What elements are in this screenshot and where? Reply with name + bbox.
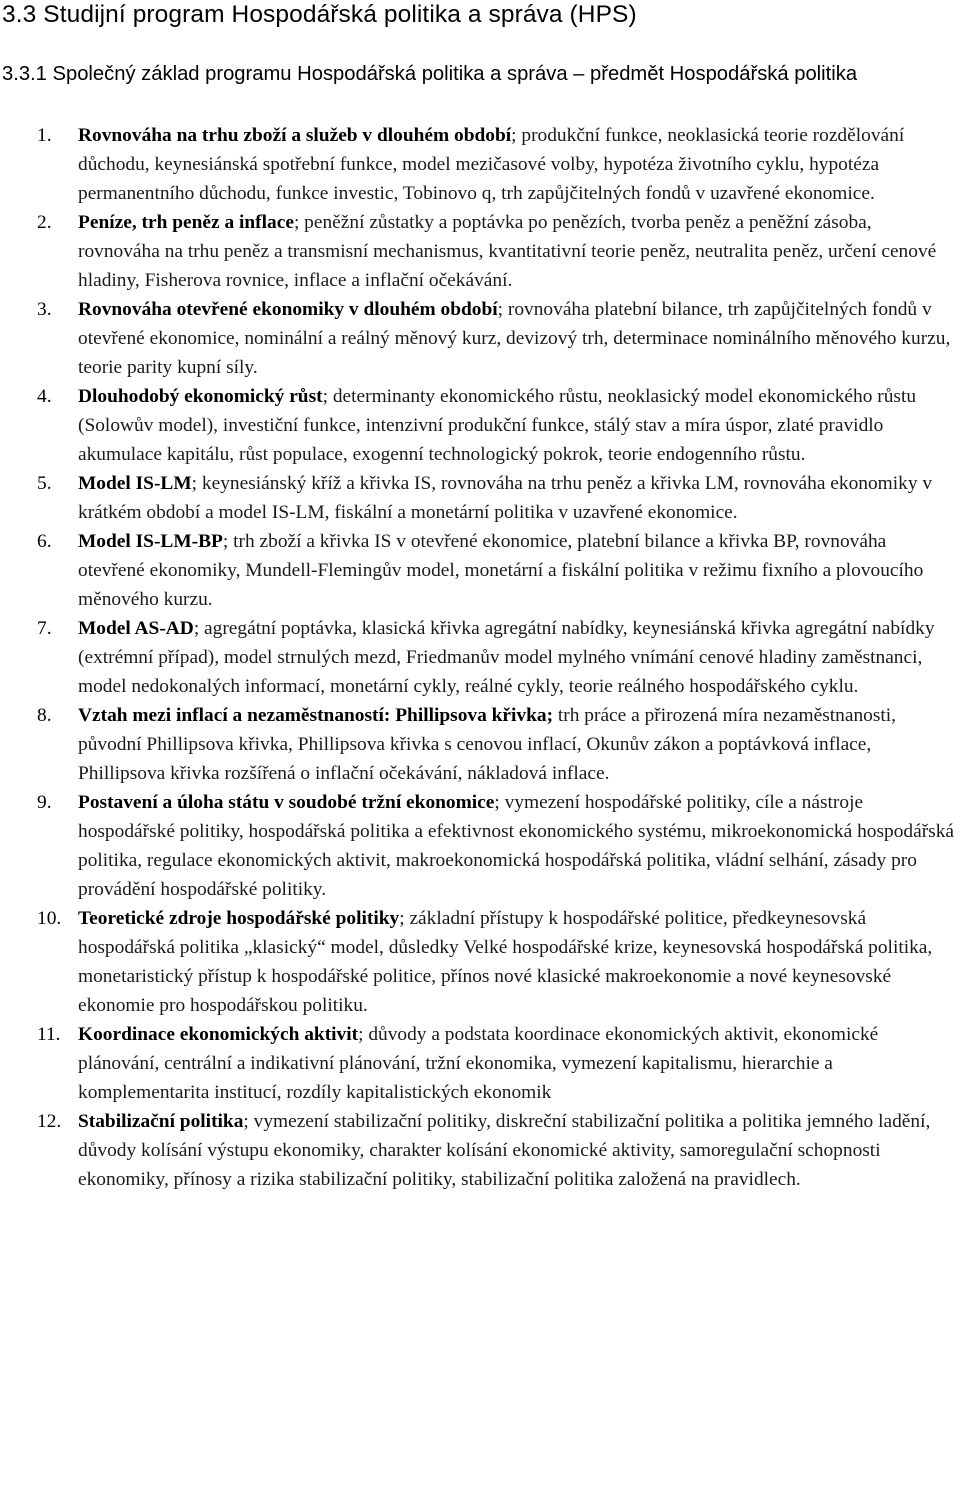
topic-number: 8. (37, 705, 52, 726)
topic-item (2, 208, 956, 295)
topic-description: ; trh zboží a křivka IS v otevřené ekonomice, platební bilance a křivka BP, rovnováha otevřené ekonomiky, Mundell-Flemingův model, monetární a fiskální politika v režimu fixního a plovoucího měnového kurzu. (78, 531, 924, 610)
topic-number: 4. (37, 386, 52, 407)
topic-description: ; důvody a podstata koordinace ekonomických aktivit, ekonomické plánování, centrální a indikativní plánování, tržní ekonomika, vymezení kapitalismu, hierarchie a komplementarita institucí, rozdíly kapitalistických ekonomik (78, 1024, 879, 1103)
topic-description: ; peněžní zůstatky a poptávka po penězích, tvorba peněz a peněžní zásoba, rovnováha na trhu peněz a transmisní mechanismus, kvantitativní teorie peněz, neutralita peněz, určení cenové hladiny, Fisherova rovnice, inflace a inflační očekávání. (78, 212, 937, 291)
topic-number: 6. (37, 531, 52, 552)
topic-term: Model AS-AD (78, 618, 194, 639)
topic-term: Rovnováha na trhu zboží a služeb v dlouhém období (78, 125, 512, 146)
topic-term: Model IS-LM (78, 473, 192, 494)
topic-term: Model IS-LM-BP (78, 531, 223, 552)
topic-number: 2. (37, 212, 52, 233)
topic-item (2, 701, 956, 788)
topic-term: Postavení a úloha státu v soudobé tržní ekonomice (78, 792, 495, 813)
topic-number: 7. (37, 618, 52, 639)
topic-number: 12. (37, 1111, 62, 1132)
topic-number: 5. (37, 473, 52, 494)
topic-item (2, 121, 956, 208)
topic-description: ; agregátní poptávka, klasická křivka agregátní nabídky, keynesiánská křivka agregátní nabídky (extrémní případ), model strnulých mezd, Friedmanův model mylného vnímání cenové hladiny zaměstnanci, model nedokonalých informací, monetární cykly, reálné cykly, teorie reálného hospodářského cyklu. (78, 618, 935, 697)
topic-term: Koordinace ekonomických aktivit (78, 1024, 359, 1045)
topic-description: ; produkční funkce, neoklasická teorie rozdělování důchodu, keynesiánská spotřební funkce, model mezičasové volby, hypotéza životního cyklu, hypotéza permanentního důchodu, funkce investic, Tobinovo q, trh zapůjčitelných fondů v uzavřené ekonomice. (78, 125, 905, 204)
topic-term: Rovnováha otevřené ekonomiky v dlouhém období (78, 299, 498, 320)
subsection-title: 3.3.1 Společný základ programu Hospodářská politika a správa – předmět Hospodářská politika (2, 63, 858, 85)
topic-number: 11. (37, 1024, 61, 1045)
topic-description: ; keynesiánský kříž a křivka IS, rovnováha na trhu peněz a křivka LM, rovnováha ekonomiky v krátkém období a model IS-LM, fiskální a monetární politika v uzavřené ekonomice. (78, 473, 933, 523)
topic-number: 10. (37, 908, 62, 929)
topic-item (2, 469, 956, 527)
topic-item (2, 527, 956, 614)
topic-description: ; rovnováha platební bilance, trh zapůjčitelných fondů v otevřené ekonomice, nominální a reálný měnový kurz, devizový trh, determinace nominálního měnového kurzu, teorie parity kupní síly. (78, 299, 951, 378)
topic-number: 3. (37, 299, 52, 320)
topic-term: Vztah mezi inflací a nezaměstnaností: Phillipsova křivka; (78, 705, 554, 726)
topic-term: Stabilizační politika (78, 1111, 244, 1132)
topic-description: ; vymezení stabilizační politiky, diskreční stabilizační politika a politika jemného ladění, důvody kolísání výstupu ekonomiky, charakter kolísání ekonomické aktivity, samoregulační schopnosti ekonomiky, přínosy a rizika stabilizační politiky, stabilizační politika založená na pravidlech. (78, 1111, 931, 1190)
topic-item (2, 614, 956, 701)
topic-item (2, 1107, 956, 1194)
topic-list (2, 121, 956, 1194)
topic-description: ; základní přístupy k hospodářské politice, předkeynesovská hospodářská politika „klasický“ model, důsledky Velké hospodářské krize, keynesovská hospodářská politika, monetaristický přístup k hospodářské politice, přínos nové klasické makroekonomie a nové keynesovské ekonomie pro hospodářskou politiku. (78, 908, 933, 1016)
topic-term: Teoretické zdroje hospodářské politiky (78, 908, 400, 929)
topic-item (2, 904, 956, 1020)
section-title: 3.3 Studijní program Hospodářská politika a správa (HPS) (2, 1, 637, 28)
topic-description: trh práce a přirozená míra nezaměstnanosti, původní Phillipsova křivka, Phillipsova křivka s cenovou inflací, Okunův zákon a poptávková inflace, Phillipsova křivka rozšířená o inflační očekávání, nákladová inflace. (78, 705, 897, 784)
topic-number: 9. (37, 792, 52, 813)
topic-term: Peníze, trh peněz a inflace (78, 212, 294, 233)
topic-item (2, 1020, 956, 1107)
topic-description: ; vymezení hospodářské politiky, cíle a nástroje hospodářské politiky, hospodářská politika a efektivnost ekonomického systému, mikroekonomická hospodářská politika, regulace ekonomických aktivit, makroekonomická hospodářská politika, vládní selhání, zásady pro provádění hospodářské politiky. (78, 792, 955, 900)
topic-description: ; determinanty ekonomického růstu, neoklasický model ekonomického růstu (Solowův model), investiční funkce, intenzivní produkční funkce, stálý stav a míra úspor, zlaté pravidlo akumulace kapitálu, růst populace, exogenní technologický pokrok, teorie endogenního růstu. (78, 386, 917, 465)
topic-item (2, 788, 956, 904)
topic-number: 1. (37, 125, 52, 146)
topic-item (2, 382, 956, 469)
topic-term: Dlouhodobý ekonomický růst (78, 386, 323, 407)
topic-item (2, 295, 956, 382)
